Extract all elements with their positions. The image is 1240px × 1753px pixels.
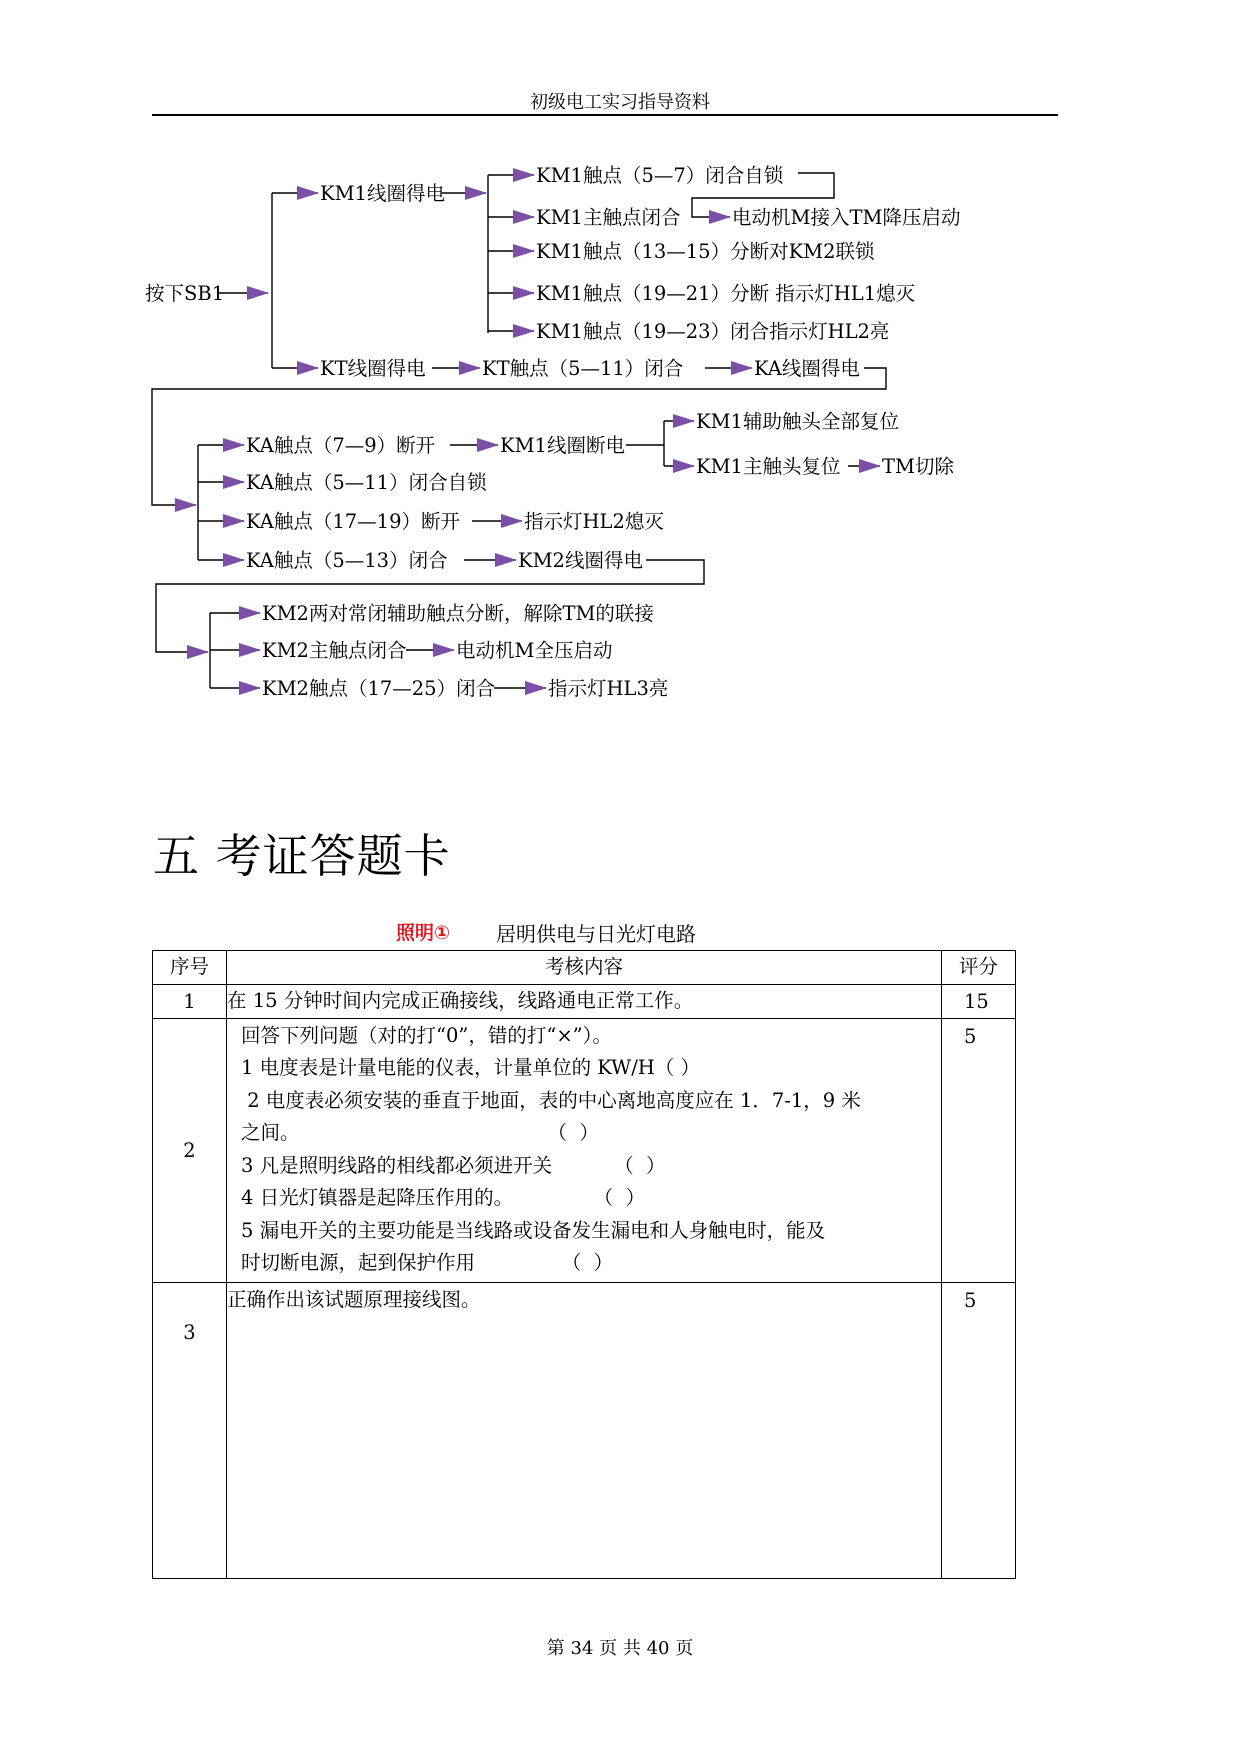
header-title: 初级电工实习指导资料 <box>530 92 710 113</box>
header-content: 考核内容 <box>227 951 942 985</box>
page-footer: 第 34 页 共 40 页 <box>546 1638 694 1659</box>
row2-line: 回答下列问题（对的打“0”，错的打“×”）。 <box>241 1023 612 1047</box>
row2-line: 1 电度表是计量电能的仪表，计量单位的 KW/H（ ） <box>241 1056 700 1079</box>
flow-ka-17-19: KA触点（17—19）断开 <box>246 510 460 533</box>
flow-km1-aux-reset: KM1辅助触头全部复位 <box>696 410 899 433</box>
flow-ka-5-13: KA触点（5—13）闭合 <box>246 549 448 572</box>
flow-km1-13-15: KM1触点（13—15）分断对KM2联锁 <box>536 240 875 263</box>
header-no: 序号 <box>153 951 227 985</box>
row2-content <box>227 1018 942 1282</box>
control-flow-diagram <box>0 150 1240 710</box>
row2-line: 时切断电源，起到保护作用 （ ） <box>241 1251 614 1274</box>
header-rule <box>152 114 1058 116</box>
header-score: 评分 <box>942 951 1016 985</box>
row2-line: 5 漏电开关的主要功能是当线路或设备发生漏电和人身触电时，能及 <box>241 1218 826 1242</box>
flow-km1-coil: KM1线圈得电 <box>320 182 445 205</box>
table-row <box>153 985 1016 1019</box>
flow-km1-19-23: KM1触点（19—23）闭合指示灯HL2亮 <box>536 320 890 343</box>
card-name: 居明供电与日光灯电路 <box>496 922 696 946</box>
row1-no: 1 <box>153 985 227 1019</box>
answer-card-table <box>152 950 1016 1579</box>
flow-press-sb1: 按下SB1 <box>145 282 225 305</box>
flow-ka-5-11: KA触点（5—11）闭合自锁 <box>246 471 487 494</box>
row1-content: 在 15 分钟时间内完成正确接线，线路通电正常工作。 <box>227 985 942 1019</box>
flow-hl3-on: 指示灯HL3亮 <box>548 677 669 700</box>
table-row <box>153 1018 1016 1282</box>
flow-km1-off: KM1线圈断电 <box>500 434 625 457</box>
flow-km1-main: KM1主触点闭合 <box>536 206 681 229</box>
row2-line: 4 日光灯镇器是起降压作用的。 （ ） <box>241 1186 646 1209</box>
flow-motor-tm: 电动机M接入TM降压启动 <box>732 206 961 229</box>
flow-kt-coil: KT线圈得电 <box>320 357 426 380</box>
flow-ka-7-9: KA触点（7—9）断开 <box>246 434 436 457</box>
flow-km1-5-7: KM1触点（5—7）闭合自锁 <box>536 164 784 187</box>
flow-motor-full: 电动机M全压启动 <box>456 639 613 662</box>
section-title: 五 考证答题卡 <box>153 829 451 883</box>
flow-km1-main-reset: KM1主触头复位 <box>696 455 841 478</box>
table-row <box>153 1282 1016 1578</box>
flow-km2-coil: KM2线圈得电 <box>518 549 643 572</box>
row2-score: 5 <box>942 1018 1016 1282</box>
row2-line: 之间。 （ ） <box>241 1121 599 1144</box>
table-header-row <box>153 951 1016 985</box>
flow-km1-19-21: KM1触点（19—21）分断 指示灯HL1熄灭 <box>536 282 916 305</box>
row2-line: 2 电度表必须安装的垂直于地面，表的中心离地高度应在 1．7-1，9 米 <box>241 1088 861 1112</box>
flow-ka-coil: KA线圈得电 <box>754 357 860 380</box>
row3-score: 5 <box>942 1282 1016 1578</box>
flow-tm-cut: TM切除 <box>882 455 954 478</box>
flow-kt-5-11: KT触点（5—11）闭合 <box>482 357 684 380</box>
row2-no: 2 <box>153 1018 227 1282</box>
row1-score: 15 <box>942 985 1016 1019</box>
row2-line: 3 凡是照明线路的相线都必须进开关 （ ） <box>241 1153 666 1177</box>
flow-km2-main: KM2主触点闭合 <box>262 639 407 662</box>
flow-km2-17-25: KM2触点（17—25）闭合 <box>262 677 496 700</box>
row3-no: 3 <box>153 1282 227 1578</box>
flow-km2-aux: KM2两对常闭辅助触点分断，解除TM的联接 <box>262 602 654 625</box>
row3-content: 正确作出该试题原理接线图。 <box>227 1282 942 1578</box>
flow-hl2-off: 指示灯HL2熄灭 <box>524 510 664 533</box>
card-label: 照明① <box>396 922 451 944</box>
